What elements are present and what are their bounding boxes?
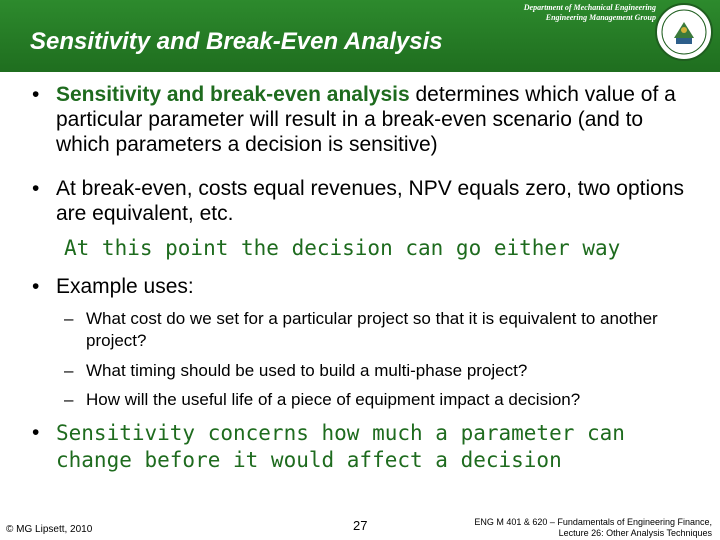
sub-bullet-1-text: What cost do we set for a particular project so that it is equivalent to another project? <box>86 309 658 350</box>
bullet-2-note: At this point the decision can go either way <box>64 236 621 260</box>
bullet-3-text: Example uses: <box>56 275 194 298</box>
bullet-dot-icon: • <box>32 421 40 444</box>
bullet-4-text: Sensitivity concerns how much a parameter can change before it would affect a decision <box>56 421 625 472</box>
dash-icon: – <box>64 390 74 409</box>
bullet-dot-icon: • <box>32 177 40 200</box>
footer-course-line-2: Lecture 26: Other Analysis Techniques <box>558 528 712 538</box>
bullet-3 <box>32 274 692 299</box>
department-label <box>524 3 656 23</box>
sub-bullet-3-text: How will the useful life of a piece of equipment impact a decision? <box>86 390 581 409</box>
sub-bullet-3 <box>64 389 694 411</box>
bullet-dot-icon: • <box>32 83 40 106</box>
bullet-1-highlight: Sensitivity and break-even analysis <box>56 83 410 106</box>
bullet-4 <box>32 420 692 474</box>
bullet-1-text: determines which value of a particular parameter will result in a break-even scenario (and to which parameters a decision is sensitive) <box>56 83 676 156</box>
sub-bullet-2-text: What timing should be used to build a multi-phase project? <box>86 361 528 380</box>
footer-copyright: © MG Lipsett, 2010 <box>6 524 93 535</box>
page-number: 27 <box>353 518 368 533</box>
slide-title: Sensitivity and Break-Even Analysis <box>30 28 443 55</box>
university-seal-icon <box>654 2 714 62</box>
sub-bullet-1 <box>64 308 694 352</box>
footer-course-line-1: ENG M 401 & 620 – Fundamentals of Engineering Finance, <box>474 517 712 527</box>
department-line-1: Department of Mechanical Engineering <box>523 3 656 12</box>
dash-icon: – <box>64 361 74 380</box>
bullet-2-text: At break-even, costs equal revenues, NPV equals zero, two options are equivalent, etc. <box>56 177 685 225</box>
dash-icon: – <box>64 309 74 328</box>
bullet-1 <box>32 82 692 157</box>
sub-bullet-2 <box>64 360 694 382</box>
department-line-2: Engineering Management Group <box>545 13 656 22</box>
footer-course <box>474 517 712 539</box>
bullet-2 <box>32 176 692 226</box>
bullet-dot-icon: • <box>32 275 40 298</box>
